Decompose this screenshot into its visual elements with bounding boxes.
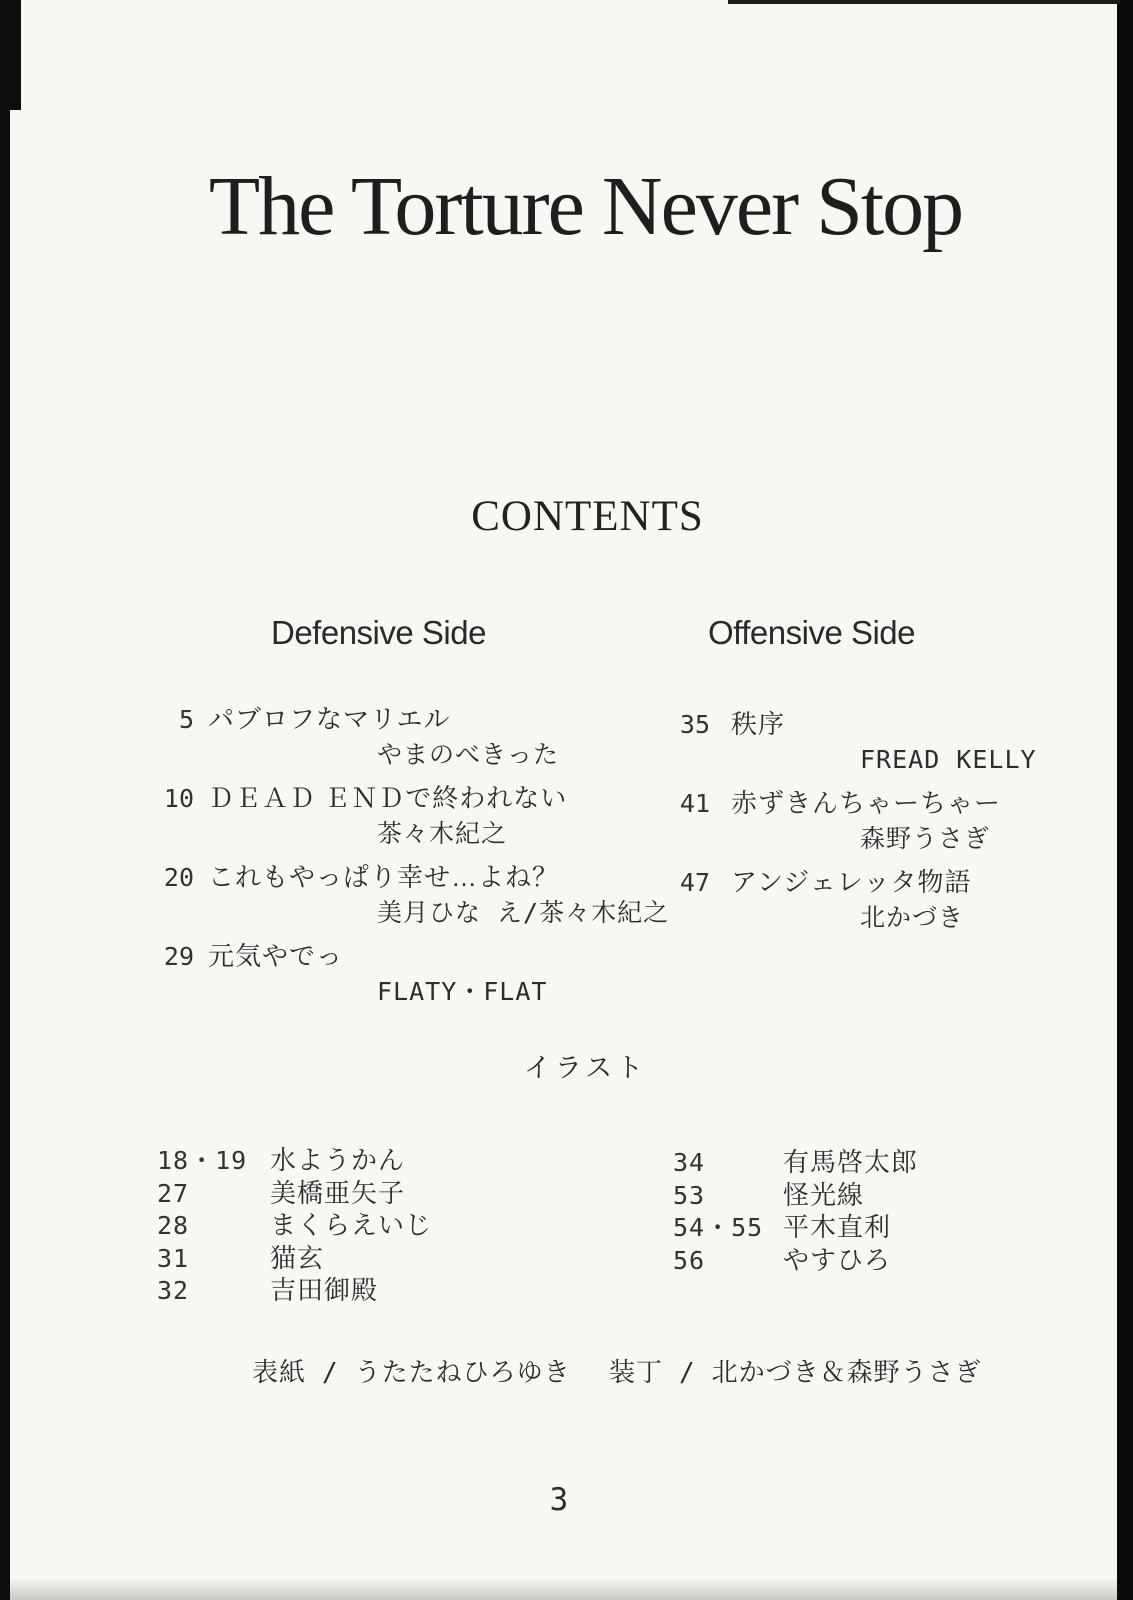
toc-entry-author: FREAD KELLY [860,745,1037,774]
design-credit-label: 装丁 [609,1357,664,1387]
toc-entry-title: 元気やでっ [208,941,344,971]
toc-entry-page-number: 10 [163,784,194,813]
toc-entry-author: 北かづき [860,903,965,932]
cover-credit-value: うたたねひろゆき [354,1357,571,1387]
illustration-page-number: 31 [157,1243,190,1273]
toc-entry-line [150,702,640,737]
illustration-page-number: 53 [673,1180,706,1210]
illustration-artist: 吉田御殿 [270,1275,379,1305]
toc-entry [660,786,1130,856]
toc-entry [150,781,640,851]
toc-entry-page-number: 29 [163,942,194,971]
toc-entry-title: 赤ずきんちゃーちゃー [731,788,1002,818]
illustration-page-number: 28 [157,1211,190,1240]
illustration-artist: 水ようかん [270,1145,406,1175]
toc-entry-title: 秩序 [731,709,786,739]
illustration-page-number: 32 [157,1276,190,1305]
design-credit-separator: / [679,1358,696,1388]
toc-entry-line [150,939,640,974]
illustration-page-number: 54・55 [673,1213,764,1242]
illustration-artist: 怪光線 [783,1179,865,1210]
scan-edge-left [0,0,10,1600]
toc-entry-title: アンジェレッタ物語 [731,867,972,897]
contents-heading: CONTENTS [471,493,704,540]
cover-credit [252,1352,571,1389]
scan-edge-left-corner [0,0,21,110]
illustration-row [157,1144,432,1177]
design-credit-value: 北かづき＆森野うさぎ [711,1357,982,1387]
illustration-row [673,1244,918,1277]
illustration-page-number: 27 [157,1178,190,1208]
toc-entry-line [660,707,1130,742]
toc-entry-page-number: 20 [163,863,194,892]
page-number: 3 [549,1482,569,1518]
toc-entry-line [150,860,640,895]
toc-entry-author: FLATY・FLAT [377,977,548,1006]
toc-entry-title: ＤＥＡＤ ＥＮＤで終われない [208,783,568,813]
toc-entry-line [150,781,640,816]
illustration-page-number: 34 [673,1148,706,1177]
illustration-page-number: 18・19 [157,1146,248,1175]
toc-entry-page-number: 35 [679,710,710,739]
toc-entry [660,865,1130,935]
illustration-artist: 有馬啓太郎 [783,1147,919,1177]
toc-entry-title: これもやっぱり幸せ…よね？ [208,862,560,892]
toc-entry-page-number: 5 [178,705,194,734]
toc-entry-author: 森野うさぎ [860,824,991,853]
illustration-row [157,1209,432,1242]
toc-entry-author: 美月ひな え/茶々木紀之 [377,898,670,927]
illustration-row [673,1146,918,1179]
illustration-row [673,1211,918,1244]
illustration-artist: まくらえいじ [270,1210,433,1240]
illustration-row [157,1274,432,1307]
scan-edge-top [728,0,1120,4]
toc-entry-page-number: 47 [679,868,710,897]
illustration-artist: 平木直利 [783,1212,892,1242]
defensive-side-heading: Defensive Side [271,614,486,651]
toc-entry [150,702,640,772]
toc-entry-author: やまのべきった [377,740,560,769]
illustrations-heading: イラスト [523,1053,648,1083]
illustration-artist: 猫玄 [270,1242,325,1273]
illustrations-list-left [157,1144,432,1307]
toc-entry [150,939,640,1009]
toc-entry [150,860,670,930]
illustration-row [673,1179,918,1212]
offensive-side-list [660,707,1130,944]
cover-credit-separator: / [322,1358,339,1388]
toc-entry-author: 茶々木紀之 [377,819,508,848]
toc-entry-title: パブロフなマリエル [208,704,451,734]
toc-entry-line [660,865,1130,900]
offensive-side-heading: Offensive Side [708,614,916,651]
illustration-artist: 美橋亜矢子 [270,1177,406,1208]
book-title: The Torture Never Stop [208,160,963,253]
illustrations-list-right [673,1146,918,1276]
illustration-page-number: 56 [673,1245,706,1275]
design-credit [609,1352,982,1389]
illustration-artist: やすひろ [783,1244,892,1275]
cover-credit-label: 表紙 [252,1357,307,1387]
illustration-row [157,1177,432,1210]
defensive-side-list [150,702,670,1018]
scan-shadow-bottom [10,1578,1117,1600]
toc-entry [660,707,1130,777]
illustration-row [157,1242,432,1275]
toc-entry-page-number: 41 [679,789,710,818]
toc-entry-line [660,786,1130,821]
